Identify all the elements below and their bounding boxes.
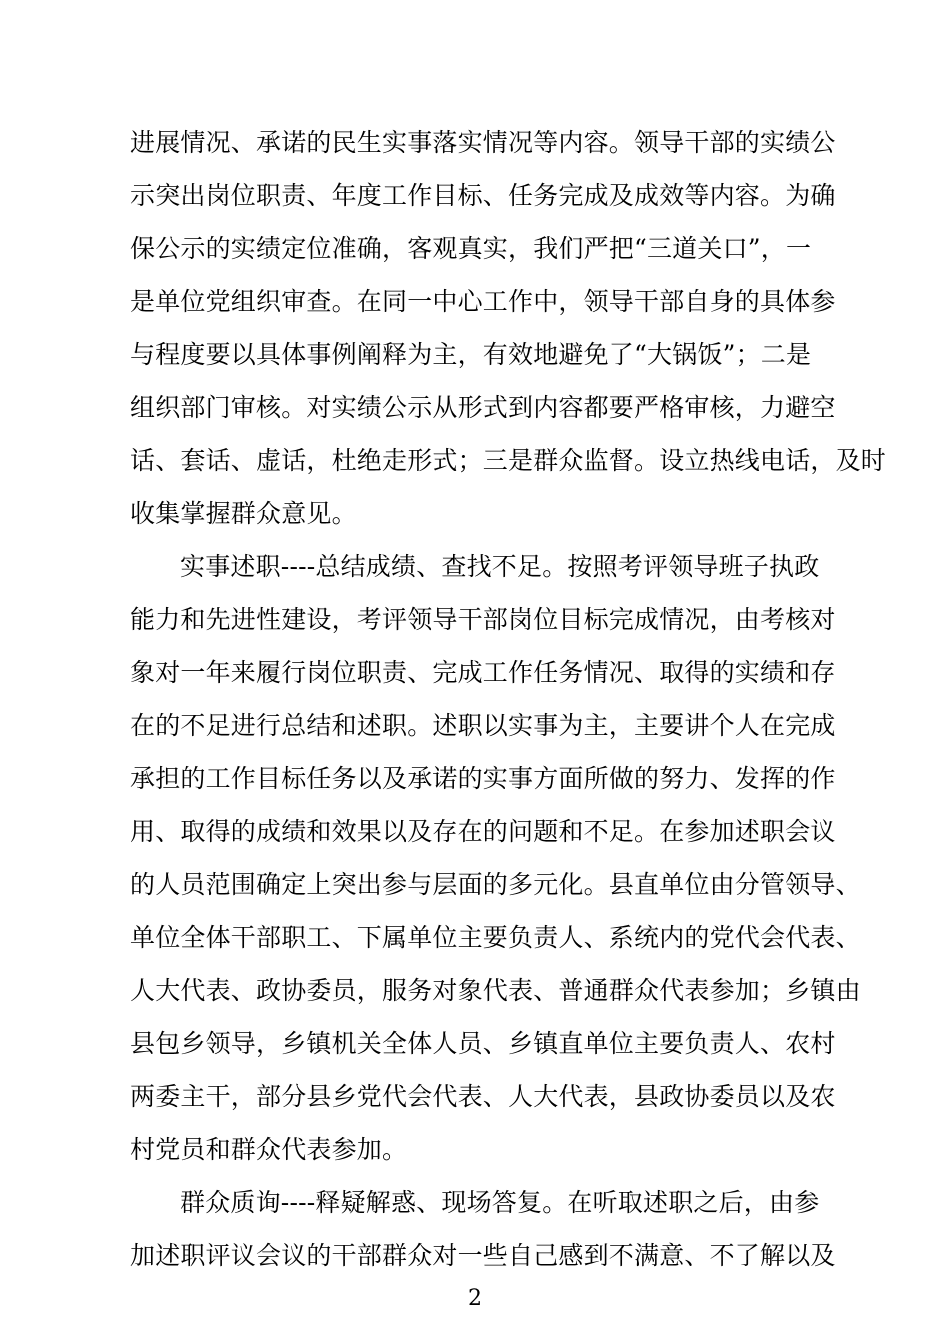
text-line: 是单位党组织审查。在同一中心工作中，领导干部自身的具体参 <box>130 287 836 316</box>
text-line: 进展情况、承诺的民生实事落实情况等内容。领导干部的实绩公 <box>130 128 836 157</box>
text-line: 县包乡领导，乡镇机关全体人员、乡镇直单位主要负责人、农村 <box>130 1029 836 1058</box>
text-line: 话、套话、虚话，杜绝走形式；三是群众监督。设立热线电话，及时 <box>130 446 887 475</box>
text-line: 示突出岗位职责、年度工作目标、任务完成及成效等内容。为确 <box>130 181 836 210</box>
text-line: 在的不足进行总结和述职。述职以实事为主，主要讲个人在完成 <box>130 711 836 740</box>
text-line: 象对一年来履行岗位职责、完成工作任务情况、取得的实绩和存 <box>130 658 836 687</box>
page-number: 2 <box>468 1286 482 1311</box>
text-line: 用、取得的成绩和效果以及存在的问题和不足。在参加述职会议 <box>130 817 836 846</box>
paragraph-first-line: 实事述职----总结成绩、查找不足。按照考评领导班子执政 <box>180 552 820 581</box>
paragraph-first-line: 群众质询----释疑解惑、现场答复。在听取述职之后，由参 <box>180 1188 820 1217</box>
text-line: 两委主干，部分县乡党代会代表、人大代表，县政协委员以及农 <box>130 1082 836 1111</box>
text-line: 单位全体干部职工、下属单位主要负责人、系统内的党代会代表、 <box>130 923 861 952</box>
text-line: 与程度要以具体事例阐释为主，有效地避免了“大锅饭”；二是 <box>130 340 812 369</box>
text-line: 人大代表、政协委员，服务对象代表、普通群众代表参加；乡镇由 <box>130 976 861 1005</box>
text-line: 保公示的实绩定位准确，客观真实，我们严把“三道关口”，一 <box>130 234 812 263</box>
text-line: 村党员和群众代表参加。 <box>130 1135 408 1164</box>
text-line: 的人员范围确定上突出参与层面的多元化。县直单位由分管领导、 <box>130 870 861 899</box>
text-line: 加述职评议会议的干部群众对一些自己感到不满意、不了解以及 <box>130 1241 836 1270</box>
text-line: 承担的工作目标任务以及承诺的实事方面所做的努力、发挥的作 <box>130 764 836 793</box>
text-line: 收集掌握群众意见。 <box>130 499 357 528</box>
text-line: 能力和先进性建设，考评领导干部岗位目标完成情况，由考核对 <box>130 605 836 634</box>
text-line: 组织部门审核。对实绩公示从形式到内容都要严格审核，力避空 <box>130 393 836 422</box>
